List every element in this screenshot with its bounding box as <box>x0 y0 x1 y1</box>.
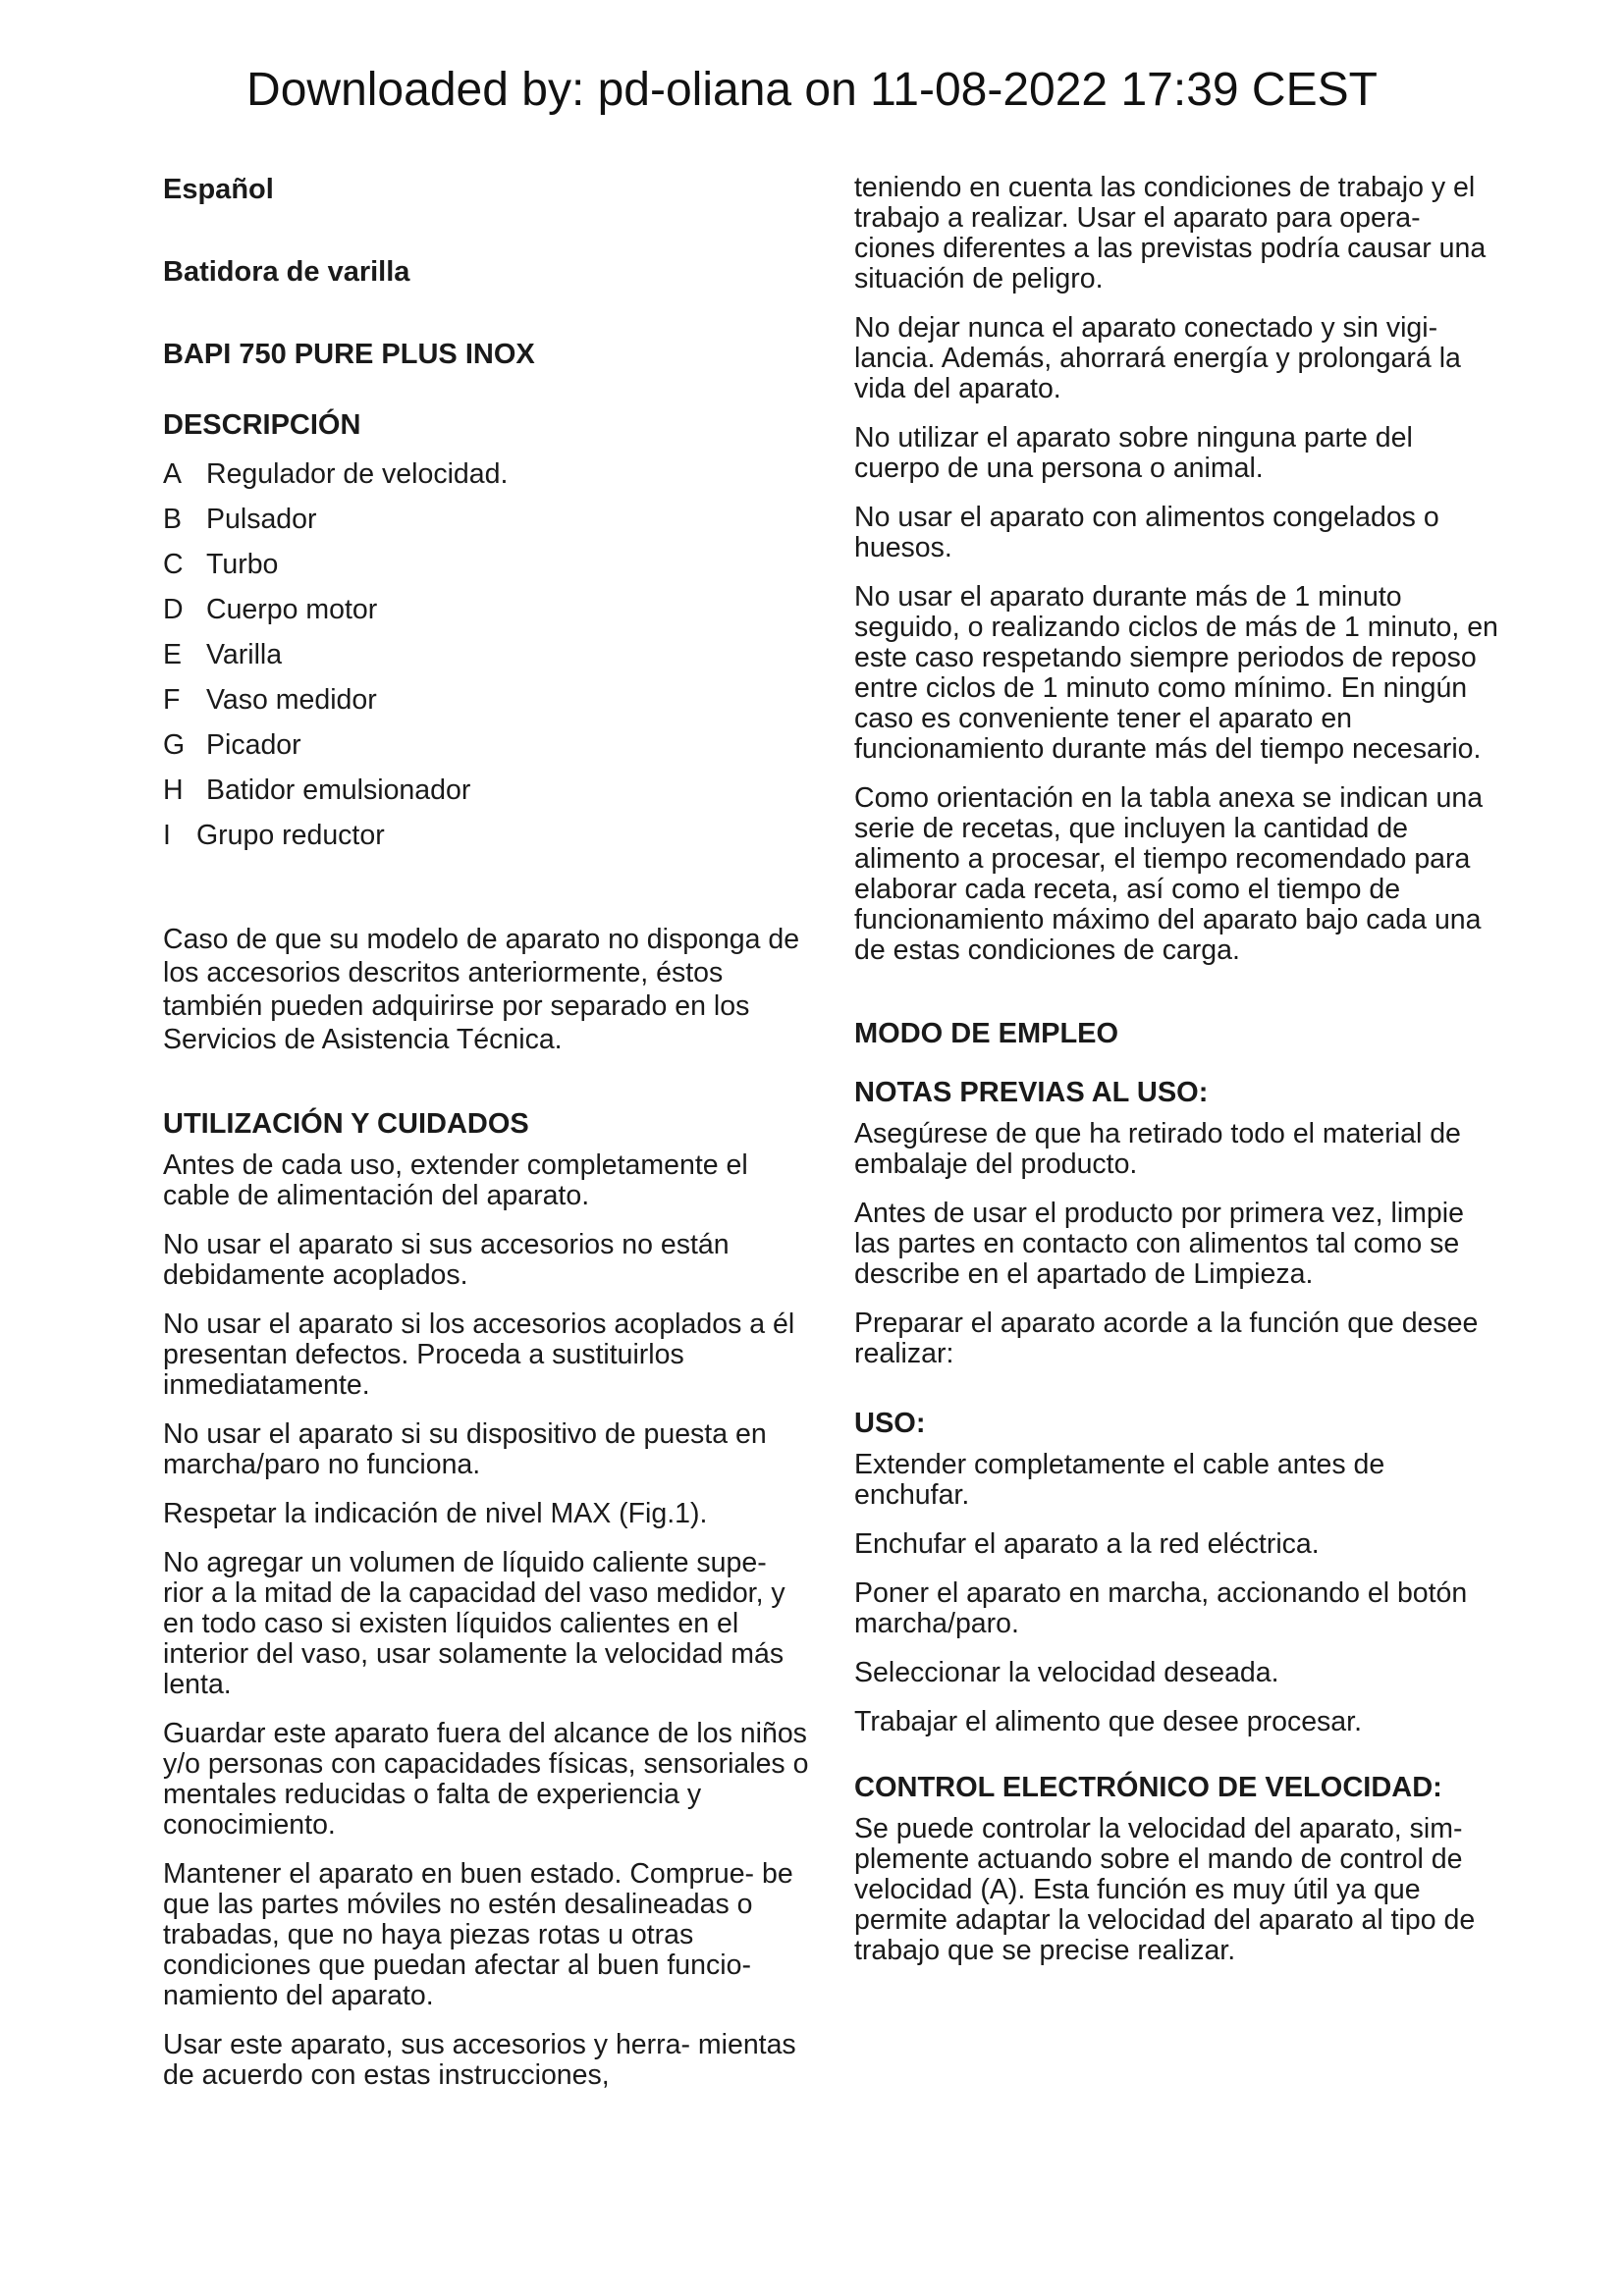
use-care-paragraph: No usar el aparato si su dispositivo de puesta en marcha/paro no funciona. <box>163 1418 767 1480</box>
part-letter: A <box>163 458 183 490</box>
part-label: Turbo <box>206 549 279 580</box>
right-column <box>854 173 1502 1985</box>
part-letter: G <box>163 729 186 761</box>
use-care-continued-paragraph: No utilizar el aparato sobre ninguna parte del cuerpo de una persona o animal. <box>854 422 1413 484</box>
use-care-continued-paragraph: No dejar nunca el aparato conectado y sin vigi- lancia. Además, ahorrará energía y prolongará la vida del aparato. <box>854 312 1461 404</box>
model-heading: BAPI 750 PURE PLUS INOX <box>163 339 535 370</box>
part-label: Picador <box>206 729 301 761</box>
use-care-paragraph: No usar el aparato si sus accesorios no están debidamente acoplados. <box>163 1229 730 1291</box>
uso-paragraph: Poner el aparato en marcha, accionando el botón marcha/paro. <box>854 1577 1468 1639</box>
speed-paragraph: Se puede controlar la velocidad del aparato, sim- plemente actuando sobre el mando de control de velocidad (A). Esta función es muy útil ya que permite adaptar la velocidad del aparato al tipo de trabajo que se precise realizar. <box>854 1813 1476 1966</box>
description-heading: DESCRIPCIÓN <box>163 409 361 441</box>
part-letter: H <box>163 774 184 806</box>
part-letter: F <box>163 684 181 716</box>
part-item <box>163 542 811 587</box>
use-care-continued-paragraph: No usar el aparato con alimentos congelados o huesos. <box>854 502 1439 563</box>
uso-heading: USO: <box>854 1408 926 1439</box>
part-item <box>163 452 811 497</box>
use-care-paragraph: Guardar este aparato fuera del alcance de los niños y/o personas con capacidades físicas, sensoriales o mentales reducidas o falta de experiencia y conocimiento. <box>163 1718 809 1841</box>
use-care-paragraph: No usar el aparato si los accesorios acoplados a él presentan defectos. Proceda a sustituirlos inmediatamente. <box>163 1308 795 1401</box>
part-letter: D <box>163 594 184 625</box>
uso-paragraph: Enchufar el aparato a la red eléctrica. <box>854 1528 1320 1560</box>
use-care-continued-paragraph: teniendo en cuenta las condiciones de trabajo y el trabajo a realizar. Usar el aparato para opera- ciones diferentes a las previstas podría causar una situación de peligro. <box>854 172 1487 294</box>
accessories-note: Caso de que su modelo de aparato no disponga de los accesorios descritos anteriormente, éstos también pueden adquirirse por separado en los Servicios de Asistencia Técnica. <box>163 924 800 1055</box>
part-item <box>163 722 811 768</box>
use-care-continued-paragraph: Como orientación en la tabla anexa se indican una serie de recetas, que incluyen la cantidad de alimento a procesar, el tiempo recomendado para elaborar cada receta, así como el tiempo de funcionamiento máximo del aparato bajo cada una de estas condiciones de carga. <box>854 782 1484 966</box>
part-letter: I <box>163 820 171 851</box>
part-label: Batidor emulsionador <box>206 774 471 806</box>
part-label: Cuerpo motor <box>206 594 378 625</box>
part-letter: C <box>163 549 184 580</box>
use-care-paragraph: Respetar la indicación de nivel MAX (Fig.1). <box>163 1498 708 1529</box>
notes-paragraph: Antes de usar el producto por primera vez, limpie las partes en contacto con alimentos tal como se describe en el apartado de Limpieza. <box>854 1198 1464 1290</box>
speed-heading: CONTROL ELECTRÓNICO DE VELOCIDAD: <box>854 1772 1442 1803</box>
part-item <box>163 813 811 858</box>
use-care-paragraph: No agregar un volumen de líquido caliente supe- rior a la mitad de la capacidad del vaso medidor, y en todo caso si existen líquidos calientes en el interior del vaso, usar solamente la velocidad más lenta. <box>163 1547 785 1700</box>
uso-paragraph: Trabajar el alimento que desee procesar. <box>854 1706 1362 1737</box>
language-heading: Español <box>163 174 274 205</box>
parts-list <box>163 452 811 858</box>
product-type-heading: Batidora de varilla <box>163 256 410 288</box>
uso-paragraph: Seleccionar la velocidad deseada. <box>854 1657 1279 1688</box>
part-item <box>163 768 811 813</box>
use-care-paragraph: Usar este aparato, sus accesorios y herra- mientas de acuerdo con estas instrucciones, <box>163 2029 796 2091</box>
part-item <box>163 677 811 722</box>
part-item <box>163 632 811 677</box>
part-item <box>163 587 811 632</box>
part-letter: E <box>163 639 183 670</box>
notes-paragraph: Asegúrese de que ha retirado todo el material de embalaje del producto. <box>854 1118 1461 1180</box>
mode-heading: MODO DE EMPLEO <box>854 1018 1119 1049</box>
part-item <box>163 497 811 542</box>
part-label: Grupo reductor <box>196 820 385 851</box>
notes-heading: NOTAS PREVIAS AL USO: <box>854 1077 1209 1108</box>
download-banner: Downloaded by: pd-oliana on 11-08-2022 17:39 CEST <box>246 64 1378 116</box>
left-column <box>163 173 811 2109</box>
part-label: Varilla <box>206 639 283 670</box>
uso-paragraph: Extender completamente el cable antes de enchufar. <box>854 1449 1385 1511</box>
part-label: Pulsador <box>206 504 317 535</box>
use-care-paragraph: Antes de cada uso, extender completamente el cable de alimentación del aparato. <box>163 1149 748 1211</box>
use-care-heading: UTILIZACIÓN Y CUIDADOS <box>163 1108 529 1140</box>
use-care-paragraph: Mantener el aparato en buen estado. Comprue- be que las partes móviles no estén desalineadas o trabadas, que no haya piezas rotas u otras condiciones que puedan afectar al buen funcio- namiento del aparato. <box>163 1858 793 2011</box>
notes-paragraph: Preparar el aparato acorde a la función que desee realizar: <box>854 1308 1479 1369</box>
part-label: Regulador de velocidad. <box>206 458 509 490</box>
part-label: Vaso medidor <box>206 684 377 716</box>
part-letter: B <box>163 504 183 535</box>
use-care-continued-paragraph: No usar el aparato durante más de 1 minuto seguido, o realizando ciclos de más de 1 minuto, en este caso respetando siempre periodos de reposo entre ciclos de 1 minuto como mínimo. En ningún caso es conveniente tener el aparato en funcionamiento durante más del tiempo necesario. <box>854 581 1498 765</box>
